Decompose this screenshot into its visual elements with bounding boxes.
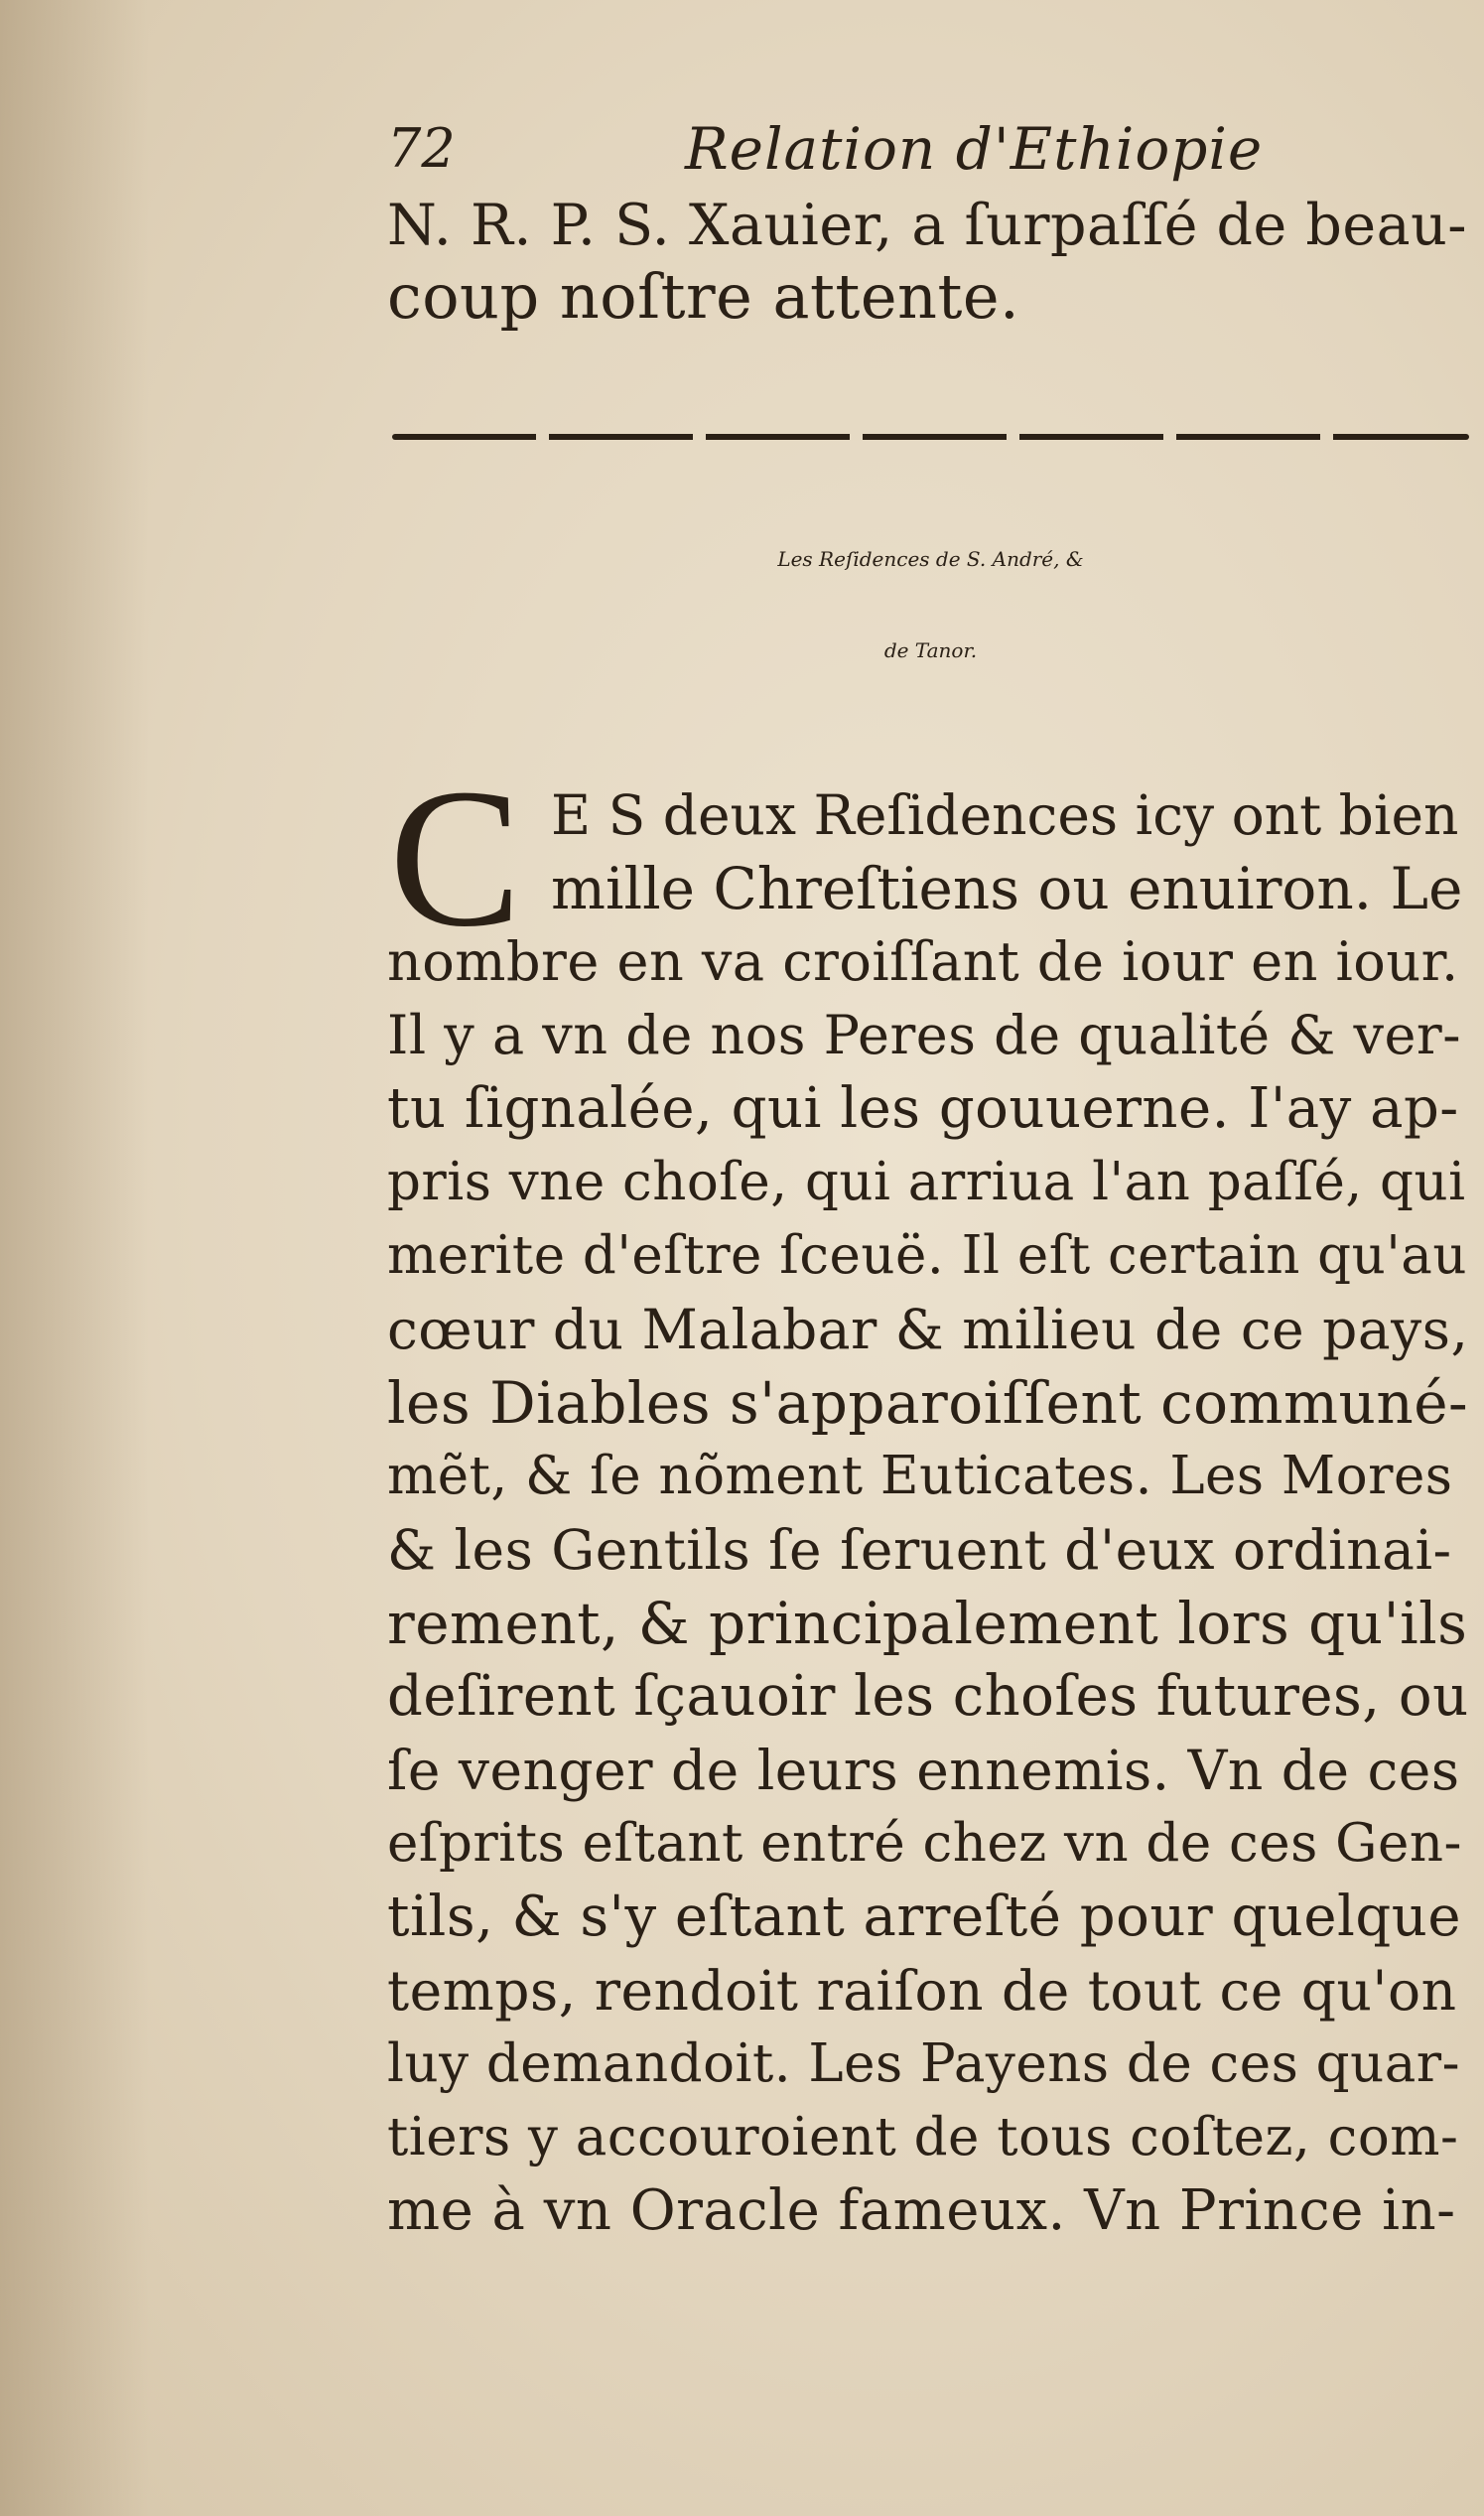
text-line: les Diables s'apparoiſſent communé-	[387, 1369, 1469, 1437]
text-line: pris vne choſe, qui arriua l'an paſſé, qui	[387, 1152, 1466, 1212]
text-line: Il y a vn de nos Peres de qualité & ver-	[387, 1004, 1461, 1066]
text-line: tiers y accouroient de tous coſtez, com-	[387, 2107, 1459, 2167]
text-line: mẽt, & ſe nõment Euticates. Les Mores	[387, 1446, 1453, 1506]
running-title: Relation d'Ethiopie	[685, 115, 1264, 183]
text-line: coup noſtre attente.	[387, 260, 1020, 333]
text-line: nombre en va croiſſant de iour en iour.	[387, 930, 1459, 993]
section-divider-rule	[392, 434, 1469, 440]
section-heading-line: Les Reſidences de S. André, &	[777, 547, 1084, 571]
text-line: mille Chreſtiens ou enuiron. Le	[551, 855, 1463, 922]
text-line: rement, & principalement lors qu'ils	[387, 1590, 1468, 1657]
gutter-shadow	[0, 0, 149, 2516]
text-line: N. R. P. S. Xauier, a ſurpaſſé de beau-	[387, 193, 1468, 258]
text-line: tils, & s'y eſtant arreſté pour quelque	[387, 1885, 1461, 1949]
text-line: luy demandoit. Les Payens de ces quar-	[387, 2033, 1461, 2094]
text-line: & les Gentils ſe ſeruent d'eux ordinai-	[387, 1518, 1452, 1582]
text-line: ſe venger de leurs ennemis. Vn de ces	[387, 1739, 1460, 1802]
drop-cap: C	[389, 749, 522, 968]
text-line: tu ſignalée, qui les gouuerne. I'ay ap-	[387, 1076, 1459, 1141]
text-line: temps, rendoit raiſon de tout ce qu'on	[387, 1959, 1457, 2023]
section-heading-line: de Tanor.	[883, 638, 978, 662]
text-line: deſirent ſçauoir les choſes futures, ou	[387, 1664, 1469, 1729]
text-line: cœur du Malabar & milieu de ce pays,	[387, 1298, 1469, 1361]
running-head	[387, 109, 1474, 189]
text-line: eſprits eſtant entré chez vn de ces Gen-	[387, 1813, 1462, 1874]
page-number: 72	[387, 117, 456, 180]
text-line: me à vn Oracle fameux. Vn Prince in-	[387, 2178, 1456, 2243]
text-line: merite d'eſtre ſceuë. Il eſt certain qu'au	[387, 1225, 1468, 1286]
text-line: E S deux Reſidences icy ont bien	[551, 783, 1459, 847]
